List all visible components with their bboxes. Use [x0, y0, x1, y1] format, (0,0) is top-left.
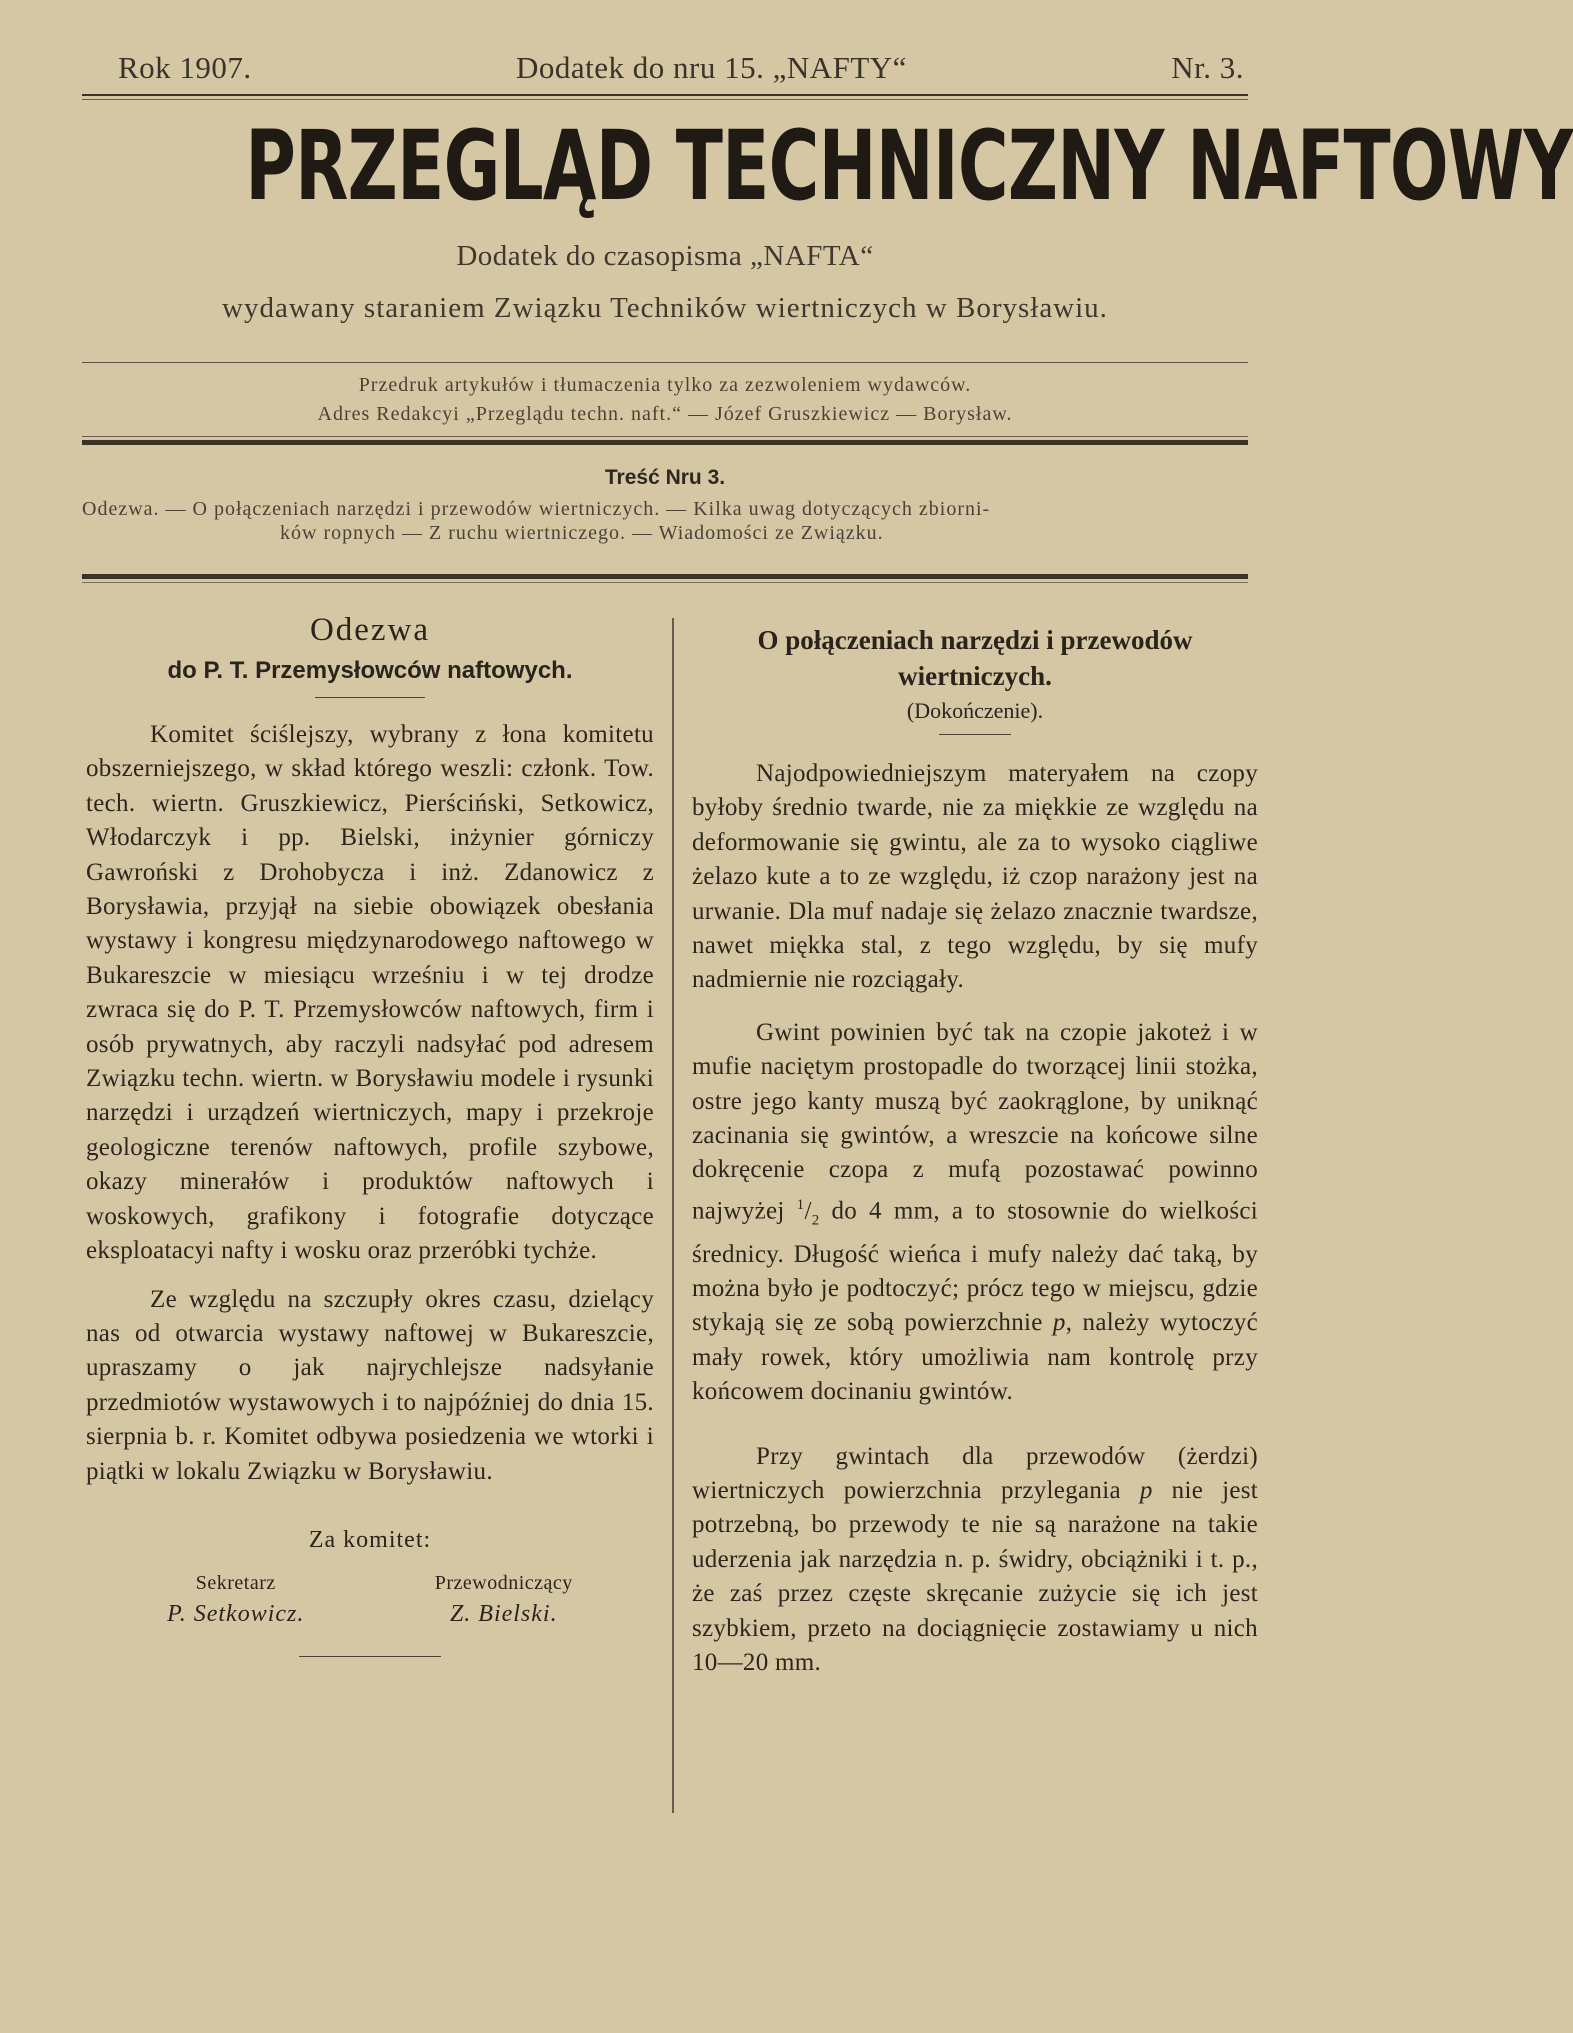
fraction-numerator: 1 — [796, 1196, 805, 1213]
signature-role: Przewodniczący — [434, 1571, 573, 1594]
header-rule-thin — [82, 99, 1248, 100]
masthead-publisher: wydawany staraniem Związku Techników wiertniczych w Borysławiu. — [222, 292, 1108, 324]
signature-heading: Za komitet: — [308, 1526, 432, 1553]
appeal-subtitle: do P. T. Przemysłowców naftowych. — [167, 657, 573, 684]
secretary-signature — [167, 1572, 304, 1628]
title-rule — [939, 734, 1011, 735]
issue-year: Rok 1907. — [118, 50, 252, 85]
text-run: do 4 mm, a to stosownie do wielkości średnicy. Długość wieńca i mufy należy dać taką, by można było je podtoczyć; prócz tego w miejscu, gdzie stykają się ze sobą powierzchnie — [692, 1197, 1258, 1337]
issue-supplement: Dodatek do nru 15. „NAFTY“ — [515, 50, 907, 85]
reprint-notice: Przedruk artykułów i tłumaczenia tylko za zezwoleniem wydawców. — [358, 374, 972, 396]
notice-rule-thick — [82, 440, 1248, 445]
article-paragraph: Najodpowiedniejszym materyałem na czopy byłoby średnio twarde, nie za miękkie ze względu na deformowanie się gwintu, ale za to wysoko ciągliwe żelazo kute a to ze względu, iż czop narażony jest na urwanie. Dla muf nadaje się żelazo znacznie twardsze, nawet miękka stal, z tego względu, by się mufy nadmiernie nie rozciągały. — [692, 760, 1258, 994]
masthead-title: PRZEGLĄD TECHNICZNY NAFTOWY — [245, 110, 1573, 222]
signature-role: Sekretarz — [195, 1571, 276, 1594]
fraction-denominator: 2 — [811, 1212, 820, 1229]
column-divider — [672, 618, 674, 1813]
article-paragraph: Gwint powinien być tak na czopie jakoteż i w mufie naciętym prostopadle do tworzącej linii stożka, ostre jego kanty muszą być zaokrąglone, by uniknąć zacinania się gwintów, a wreszcie na końcowe silne dokręcenie czopa z mufą pozostawać powinno najwyżej $^1/_2$ do 4 mm, a to stosownie do wielkości średnicy. Długość wieńca i mufy należy dać taką, by można było je podtoczyć; prócz tego w miejscu, gdzie stykają się ze sobą powierzchnie p, należy wytoczyć mały rowek, który umożliwia nam kontrolę przy końcowem docinaniu gwintów. — [692, 1018, 1258, 1406]
appeal-paragraph: Ze względu na szczupły okres czasu, dzielący nas od otwarcia wystawy naftowej w Bukareszcie, upraszamy o jak najrychlejsze nadsyłanie przedmiotów wystawowych i to najpóźniej do dnia 15. sierpnia b. r. Komitet odbywa posiedzenia we wtorki i piątki w lokalu Związku w Borysławiu. — [86, 1285, 654, 1485]
article-subtitle: (Dokończenie). — [906, 698, 1044, 723]
masthead-rule — [82, 362, 1248, 363]
signature-name: Z. Bielski. — [449, 1600, 558, 1627]
connections-article — [692, 622, 1258, 1680]
issue-header — [82, 50, 1248, 86]
contents-heading: Treść Nru 3. — [604, 466, 726, 489]
article-title: O połączeniach narzędzi i przewodów wiertniczych. — [757, 625, 1193, 691]
appeal-paragraph: Komitet ściślejszy, wybrany z łona komitetu obszerniejszego, w skład którego weszli: członk. Tow. tech. wiertn. Gruszkiewicz, Pierściński, Setkowicz, Włodarczyk i pp. Bielski, inżynier górniczy Gawroński z Drohobycza i inż. Zdanowicz z Borysławia, przyjął na siebie obowiązek obesłania wystawy i kongresu międzynarodowego naftowego w Bukareszcie w miesiącu wrześniu i w tej drodze zwraca się do P. T. Przemysłowców naftowych, firm i osób prywatnych, aby raczyli nadsyłać pod adresem Związku techn. wiertn. w Borysławiu modele i rysunki narzędzi i urządzeń wiertniczych, mapy i przekroje geologiczne terenów naftowych, profile szybowe, okazy minerałów i produktów naftowych i woskowych, grafikony i fotografie dotyczące eksploatacyi nafty i wosku oraz przeróbki tychże. — [86, 721, 654, 1265]
title-rule — [315, 697, 425, 698]
contents-line: ków ropnych — Z ruchu wiertniczego. — Wiadomości ze Związku. — [280, 522, 884, 544]
contents-rule-thick — [82, 574, 1248, 579]
text-run: nie jest potrzebną, bo przewody te nie są narażone na takie uderzenia jak narzędzia n. p. świdry, obciążniki i t. p., że zaś przez częste skręcanie zużycie się ich jest szybkiem, przeto na dociągnięcie zostawiamy u nich 10—20 mm. — [692, 1477, 1258, 1677]
text-run: Przy gwintach dla przewodów (żerdzi) wiertniczych powierzchnia przylegania — [692, 1442, 1258, 1505]
article-paragraph — [692, 1440, 1258, 1681]
appeal-article — [86, 612, 654, 1657]
contents-line: Odezwa. — O połączeniach narzędzi i przewodów wiertniczych. — Kilka uwag dotyczących zbiorni- — [82, 498, 991, 520]
article-end-rule — [299, 1656, 441, 1657]
appeal-title: Odezwa — [309, 612, 431, 648]
chair-signature — [435, 1572, 573, 1628]
editorial-address: Adres Redakcyi „Przeglądu techn. naft.“ — Józef Gruszkiewicz — Borysław. — [317, 403, 1013, 425]
text-run: Gwint powinien być tak na czopie jakoteż i w mufie naciętym prostopadle do tworzącej linii stożka, ostre jego kanty muszą być zaokrąglone, by uniknąć zacinania się gwintów, a wreszcie na końcowe silne dokręcenie czopa z mufą pozostawać powinno najwyżej — [692, 1018, 1258, 1225]
header-rule — [82, 94, 1248, 96]
issue-number: Nr. 3. — [1171, 50, 1244, 85]
notice-rule-thin — [82, 436, 1248, 437]
surface-symbol: p — [1052, 1309, 1066, 1337]
signatures — [86, 1572, 654, 1628]
contents-rule-thin — [82, 582, 1248, 583]
masthead-subtitle: Dodatek do czasopisma „NAFTA“ — [456, 240, 874, 272]
text-run: , należy wytoczyć mały rowek, który umożliwia nam kontrolę przy końcowem docinaniu gwintów. — [692, 1309, 1258, 1406]
surface-symbol: p — [1139, 1477, 1153, 1505]
signature-name: P. Setkowicz. — [167, 1600, 305, 1627]
